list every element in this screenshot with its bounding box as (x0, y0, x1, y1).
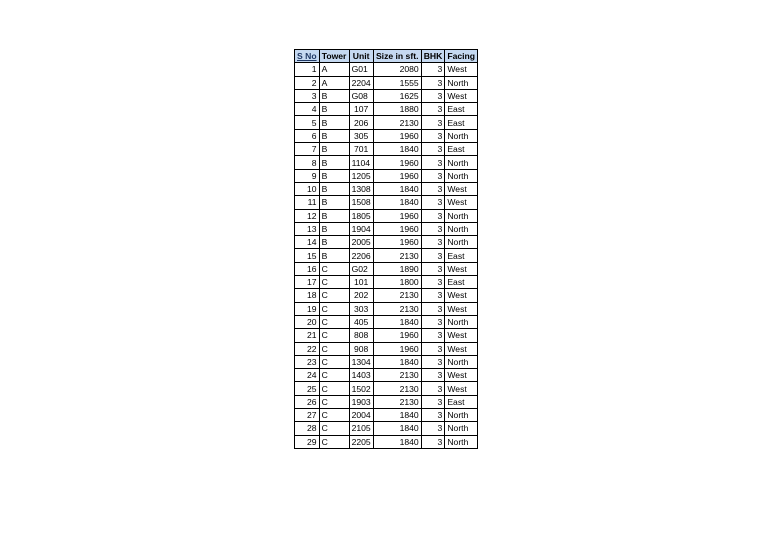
cell-size: 1840 (373, 409, 421, 422)
cell-size: 1840 (373, 422, 421, 435)
cell-s-no: 21 (295, 329, 320, 342)
cell-facing: North (445, 435, 478, 448)
table-row (295, 116, 478, 129)
cell-unit: G08 (349, 89, 373, 102)
cell-facing: West (445, 329, 478, 342)
table-row (295, 89, 478, 102)
cell-unit: 1903 (349, 395, 373, 408)
cell-bhk: 3 (421, 76, 445, 89)
table-row (295, 63, 478, 76)
cell-size: 2130 (373, 116, 421, 129)
cell-size: 1840 (373, 182, 421, 195)
cell-size: 1880 (373, 103, 421, 116)
table-row (295, 143, 478, 156)
cell-s-no: 5 (295, 116, 320, 129)
cell-unit: 202 (349, 289, 373, 302)
cell-size: 1960 (373, 129, 421, 142)
cell-bhk: 3 (421, 89, 445, 102)
cell-bhk: 3 (421, 103, 445, 116)
table-row (295, 236, 478, 249)
cell-tower: C (319, 369, 349, 382)
cell-size: 1800 (373, 276, 421, 289)
cell-unit: 1502 (349, 382, 373, 395)
cell-s-no: 19 (295, 302, 320, 315)
cell-facing: North (445, 409, 478, 422)
cell-bhk: 3 (421, 63, 445, 76)
cell-size: 1960 (373, 329, 421, 342)
table-row (295, 209, 478, 222)
cell-size: 1840 (373, 435, 421, 448)
table-body (295, 63, 478, 449)
cell-size: 1960 (373, 156, 421, 169)
cell-tower: C (319, 342, 349, 355)
cell-size: 1840 (373, 315, 421, 328)
cell-unit: 2204 (349, 76, 373, 89)
header-facing: Facing (445, 50, 478, 63)
cell-tower: C (319, 329, 349, 342)
cell-bhk: 3 (421, 302, 445, 315)
units-table (294, 49, 478, 449)
cell-unit: 2206 (349, 249, 373, 262)
table-row (295, 302, 478, 315)
cell-tower: C (319, 302, 349, 315)
table-row (295, 249, 478, 262)
cell-facing: North (445, 222, 478, 235)
table-row (295, 409, 478, 422)
cell-s-no: 22 (295, 342, 320, 355)
cell-tower: C (319, 355, 349, 368)
cell-s-no: 18 (295, 289, 320, 302)
cell-facing: East (445, 116, 478, 129)
cell-s-no: 24 (295, 369, 320, 382)
table-row (295, 382, 478, 395)
cell-unit: 808 (349, 329, 373, 342)
cell-facing: East (445, 103, 478, 116)
cell-bhk: 3 (421, 116, 445, 129)
cell-tower: C (319, 422, 349, 435)
cell-unit: 1308 (349, 182, 373, 195)
cell-size: 2130 (373, 369, 421, 382)
header-tower: Tower (319, 50, 349, 63)
cell-tower: B (319, 129, 349, 142)
cell-size: 1625 (373, 89, 421, 102)
table-row (295, 395, 478, 408)
table-row (295, 435, 478, 448)
cell-s-no: 20 (295, 315, 320, 328)
cell-bhk: 3 (421, 143, 445, 156)
cell-unit: 1403 (349, 369, 373, 382)
cell-s-no: 15 (295, 249, 320, 262)
cell-size: 2130 (373, 289, 421, 302)
cell-tower: C (319, 289, 349, 302)
cell-facing: East (445, 276, 478, 289)
cell-bhk: 3 (421, 342, 445, 355)
cell-unit: 701 (349, 143, 373, 156)
cell-tower: B (319, 209, 349, 222)
cell-s-no: 14 (295, 236, 320, 249)
cell-s-no: 7 (295, 143, 320, 156)
cell-s-no: 16 (295, 262, 320, 275)
cell-tower: B (319, 89, 349, 102)
cell-facing: East (445, 143, 478, 156)
cell-unit: 2005 (349, 236, 373, 249)
cell-tower: B (319, 156, 349, 169)
table-row (295, 156, 478, 169)
cell-unit: 1104 (349, 156, 373, 169)
cell-s-no: 2 (295, 76, 320, 89)
cell-size: 1840 (373, 355, 421, 368)
cell-size: 1960 (373, 236, 421, 249)
cell-s-no: 27 (295, 409, 320, 422)
cell-unit: 908 (349, 342, 373, 355)
cell-facing: North (445, 315, 478, 328)
cell-s-no: 1 (295, 63, 320, 76)
cell-tower: B (319, 222, 349, 235)
table-row (295, 103, 478, 116)
cell-unit: 2205 (349, 435, 373, 448)
cell-unit: 1805 (349, 209, 373, 222)
cell-bhk: 3 (421, 182, 445, 195)
cell-size: 2080 (373, 63, 421, 76)
header-unit: Unit (349, 50, 373, 63)
cell-s-no: 26 (295, 395, 320, 408)
cell-facing: West (445, 369, 478, 382)
cell-size: 2130 (373, 249, 421, 262)
cell-facing: West (445, 182, 478, 195)
cell-unit: 305 (349, 129, 373, 142)
cell-facing: West (445, 262, 478, 275)
cell-facing: West (445, 289, 478, 302)
cell-unit: 1304 (349, 355, 373, 368)
cell-facing: East (445, 395, 478, 408)
cell-bhk: 3 (421, 329, 445, 342)
cell-unit: 101 (349, 276, 373, 289)
cell-size: 2130 (373, 302, 421, 315)
cell-size: 1890 (373, 262, 421, 275)
cell-facing: West (445, 89, 478, 102)
cell-s-no: 9 (295, 169, 320, 182)
cell-bhk: 3 (421, 369, 445, 382)
cell-bhk: 3 (421, 262, 445, 275)
cell-s-no: 17 (295, 276, 320, 289)
cell-tower: C (319, 409, 349, 422)
cell-facing: North (445, 129, 478, 142)
table-row (295, 222, 478, 235)
cell-bhk: 3 (421, 422, 445, 435)
cell-unit: 2004 (349, 409, 373, 422)
cell-tower: B (319, 182, 349, 195)
cell-unit: 206 (349, 116, 373, 129)
cell-s-no: 23 (295, 355, 320, 368)
cell-unit: 1508 (349, 196, 373, 209)
cell-s-no: 12 (295, 209, 320, 222)
header-size: Size in sft. (373, 50, 421, 63)
cell-s-no: 13 (295, 222, 320, 235)
cell-s-no: 29 (295, 435, 320, 448)
cell-facing: North (445, 169, 478, 182)
cell-unit: 2105 (349, 422, 373, 435)
cell-bhk: 3 (421, 209, 445, 222)
cell-facing: North (445, 422, 478, 435)
cell-facing: West (445, 63, 478, 76)
cell-tower: B (319, 169, 349, 182)
cell-unit: G02 (349, 262, 373, 275)
table-row (295, 422, 478, 435)
cell-facing: East (445, 249, 478, 262)
cell-size: 1960 (373, 342, 421, 355)
cell-facing: West (445, 302, 478, 315)
cell-size: 1555 (373, 76, 421, 89)
header-s-no: S No (295, 50, 320, 63)
cell-facing: West (445, 382, 478, 395)
cell-bhk: 3 (421, 236, 445, 249)
cell-facing: West (445, 196, 478, 209)
cell-bhk: 3 (421, 129, 445, 142)
table-row (295, 169, 478, 182)
cell-tower: C (319, 395, 349, 408)
table-row (295, 276, 478, 289)
cell-size: 1960 (373, 169, 421, 182)
cell-bhk: 3 (421, 222, 445, 235)
cell-bhk: 3 (421, 289, 445, 302)
table-row (295, 129, 478, 142)
cell-tower: B (319, 236, 349, 249)
cell-bhk: 3 (421, 169, 445, 182)
cell-tower: B (319, 249, 349, 262)
cell-unit: G01 (349, 63, 373, 76)
cell-tower: A (319, 63, 349, 76)
cell-bhk: 3 (421, 395, 445, 408)
cell-tower: C (319, 276, 349, 289)
cell-unit: 303 (349, 302, 373, 315)
cell-size: 1840 (373, 143, 421, 156)
cell-facing: North (445, 236, 478, 249)
cell-tower: C (319, 435, 349, 448)
cell-tower: C (319, 315, 349, 328)
cell-s-no: 11 (295, 196, 320, 209)
cell-s-no: 28 (295, 422, 320, 435)
cell-facing: West (445, 342, 478, 355)
table-row (295, 342, 478, 355)
table-row (295, 182, 478, 195)
cell-facing: North (445, 209, 478, 222)
cell-bhk: 3 (421, 382, 445, 395)
cell-bhk: 3 (421, 435, 445, 448)
table-row (295, 262, 478, 275)
cell-size: 1960 (373, 222, 421, 235)
cell-facing: North (445, 76, 478, 89)
cell-tower: A (319, 76, 349, 89)
table-row (295, 329, 478, 342)
cell-bhk: 3 (421, 196, 445, 209)
cell-s-no: 6 (295, 129, 320, 142)
cell-size: 2130 (373, 395, 421, 408)
cell-bhk: 3 (421, 156, 445, 169)
cell-bhk: 3 (421, 409, 445, 422)
cell-s-no: 25 (295, 382, 320, 395)
cell-tower: B (319, 143, 349, 156)
cell-bhk: 3 (421, 355, 445, 368)
cell-s-no: 4 (295, 103, 320, 116)
cell-tower: B (319, 116, 349, 129)
cell-tower: B (319, 196, 349, 209)
cell-unit: 1205 (349, 169, 373, 182)
table-row (295, 289, 478, 302)
cell-s-no: 8 (295, 156, 320, 169)
table-row (295, 196, 478, 209)
cell-unit: 107 (349, 103, 373, 116)
cell-tower: C (319, 262, 349, 275)
table-row (295, 369, 478, 382)
cell-s-no: 3 (295, 89, 320, 102)
cell-tower: B (319, 103, 349, 116)
cell-tower: C (319, 382, 349, 395)
cell-facing: North (445, 156, 478, 169)
cell-size: 1960 (373, 209, 421, 222)
cell-bhk: 3 (421, 249, 445, 262)
header-row (295, 50, 478, 63)
cell-s-no: 10 (295, 182, 320, 195)
cell-bhk: 3 (421, 315, 445, 328)
cell-size: 1840 (373, 196, 421, 209)
cell-unit: 1904 (349, 222, 373, 235)
table-row (295, 355, 478, 368)
cell-size: 2130 (373, 382, 421, 395)
table-row (295, 315, 478, 328)
cell-unit: 405 (349, 315, 373, 328)
table-row (295, 76, 478, 89)
cell-bhk: 3 (421, 276, 445, 289)
cell-facing: North (445, 355, 478, 368)
header-bhk: BHK (421, 50, 445, 63)
